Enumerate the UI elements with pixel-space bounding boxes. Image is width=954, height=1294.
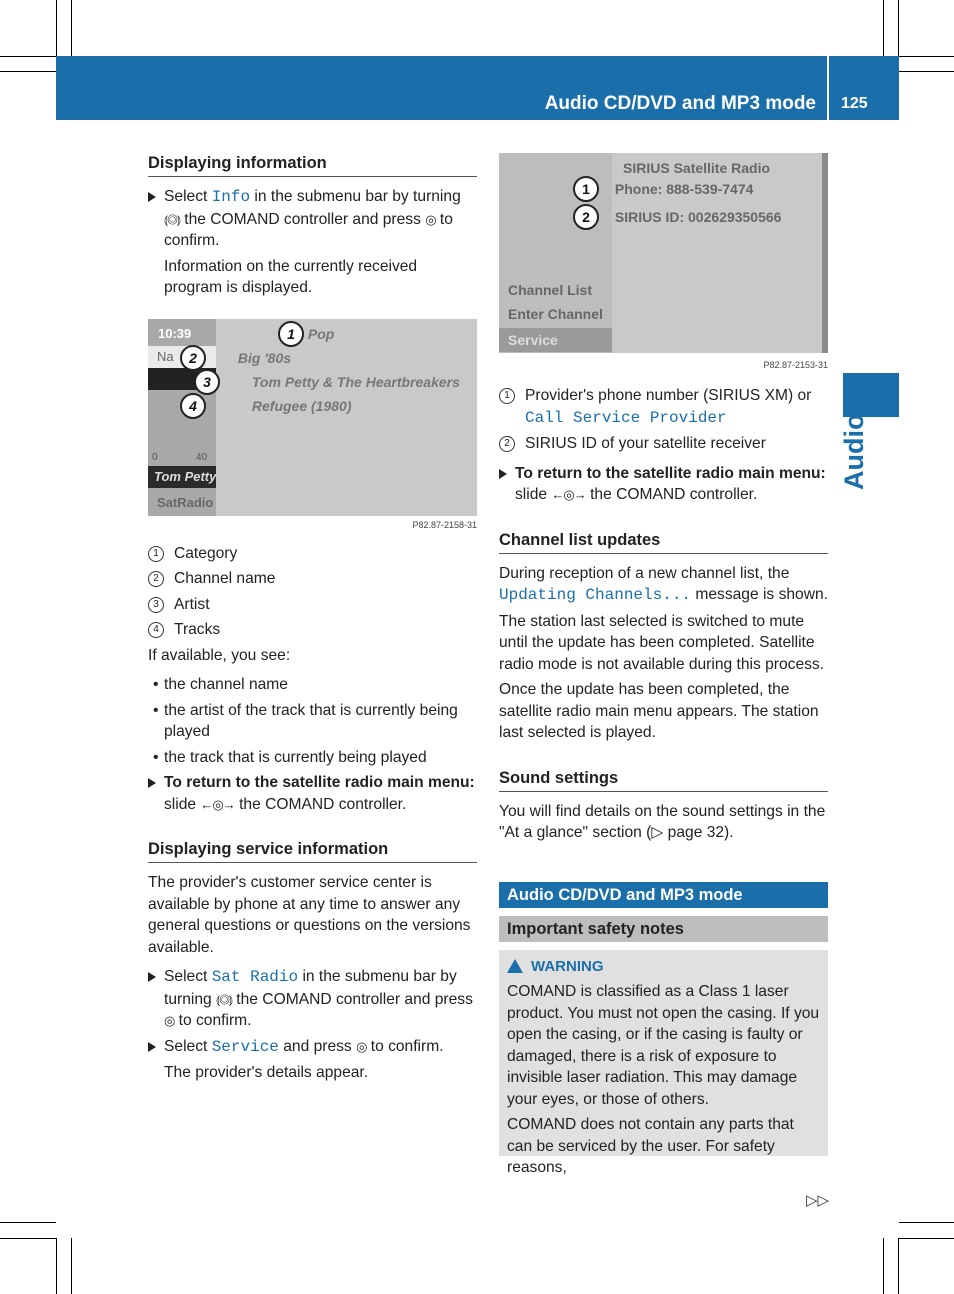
press-controller-icon: ◎ [164,1013,175,1028]
step-arrow-icon [499,469,507,479]
warning-text: COMAND is classified as a Class 1 laser product. You must not open the casing. If you open the casing, or if the casing is faulty or damaged, there is a risk of exposure to invisible laser radiation. This may damage your eyes, or those of others. [507,983,820,1108]
legend-item: 2 Channel name [148,568,477,590]
step-result: Information on the currently received program is displayed. [164,257,418,296]
press-controller-icon: ◎ [425,211,436,227]
message-updating-channels: Updating Channels... [499,586,692,604]
figure-ref: P82.87-2158-31 [412,519,477,530]
callout-3: 3 [194,369,220,395]
step-result: The provider's details appear. [164,1064,369,1081]
figure-row-track: 4 Refugee (1980) [180,393,351,419]
figure-side-sat: SatRadio [157,494,214,510]
menu-item-info: Info [211,188,251,206]
section-heading: Sound settings [499,768,828,792]
warning-icon [507,959,523,973]
left-column [148,153,477,1088]
warning-box [499,950,828,1176]
callout-4: 4 [180,393,206,419]
crop-mark [71,0,72,56]
subsection-banner: Important safety notes [499,916,828,942]
side-tab [843,373,899,417]
figure-side-na: Na [148,346,216,368]
figure-menu-enter-channel: Enter Channel [508,306,603,322]
crop-mark [899,56,954,57]
body-text: The station last selected is switched to mute until the update has been completed. Satellite radio mode is not available during this process. [499,612,825,673]
bullet-item: • the artist of the track that is currently being played [153,701,458,740]
bullet-item: • the track that is currently being played [153,748,427,766]
figure-row-phone: 1 Phone: 888-539-7474 [573,176,753,202]
figure-row-category: 1 Pop [278,321,334,347]
figure-row-id: 2 SIRIUS ID: 002629350566 [573,204,781,230]
figure-title: SIRIUS Satellite Radio [623,160,771,176]
figure-bottom [148,516,477,519]
figure-menu-service: Service [499,328,612,352]
instruction-step: Select Info in the submenu bar by turning ⦅◎⦆ the COMAND controller and press ◎ to confirm. [148,186,477,252]
page-header [56,56,899,120]
slide-controller-icon: ←◎→ [551,487,586,502]
step-arrow-icon [148,972,156,982]
crop-mark [0,1222,56,1223]
step-arrow-icon [148,192,156,202]
section-heading: Channel list updates [499,530,828,554]
header-divider [827,56,829,120]
header-title: Audio CD/DVD and MP3 mode [544,93,816,114]
menu-item-service: Service [211,1037,279,1056]
page-number: 125 [841,95,868,112]
section-heading: Displaying service information [148,839,477,863]
figure-ref: P82.87-2153-31 [763,360,828,370]
figure-time: 10:39 [158,325,192,341]
side-tab-label: Audio [839,413,869,490]
crop-mark [56,1238,57,1294]
figure-tick-40: 40 [196,451,208,463]
figure-row-artist: 3 Tom Petty & The Heartbreakers [194,369,460,395]
body-text: Once the update has been completed, the satellite radio main menu appears. The station last selected is played. [499,681,819,741]
callout-1: 1 [278,321,304,347]
screen-figure-info [148,319,477,519]
figure-tick-0: 0 [152,451,158,463]
menu-item-call-service: Call Service Provider [525,408,727,427]
crop-mark [899,1222,954,1223]
legend-item: 2 SIRIUS ID of your satellite receiver [499,433,828,455]
section-heading: Displaying information [148,153,477,177]
figure-menu-channel-list: Channel List [508,282,593,298]
body-text: During reception of a new channel list, the Updating Channels... message is shown. [499,564,828,604]
callout-2: 2 [180,345,206,371]
crop-mark [898,1238,899,1294]
instruction-step: To return to the satellite radio main menu: slide ←◎→ the COMAND controller. [499,463,828,506]
step-arrow-icon [148,778,156,788]
bullet-item: • the channel name [153,676,288,693]
instruction-step: To return to the satellite radio main menu: slide ←◎→ the COMAND controller. [148,772,477,815]
instruction-step: Select Sat Radio in the submenu bar by turning ⦅◎⦆ the COMAND controller and press ◎ to confirm. [148,966,477,1032]
turn-controller-icon: ⦅◎⦆ [216,991,232,1007]
screen-figure-service [499,153,828,353]
figure-row-channel: 2 Big '80s [180,345,291,371]
warning-text: COMAND does not contain any parts that can be serviced by the user. For safety reasons, [507,1116,794,1176]
crop-mark [71,1238,72,1294]
menu-item-sat-radio: Sat Radio [211,968,299,986]
slide-controller-icon: ←◎→ [200,796,235,812]
crop-mark [0,1238,56,1239]
step-arrow-icon [148,1042,156,1052]
legend-item: 1 Provider's phone number (SIRIUS XM) or Call Service Provider [499,385,828,429]
chapter-banner: Audio CD/DVD and MP3 mode [499,882,828,908]
crop-mark [899,71,954,72]
body-text: The provider's customer service center is available by phone at any time to answer any general questions or questions on the versions available. [148,874,471,956]
crop-mark [0,56,56,57]
callout-2: 2 [573,204,599,230]
warning-title: WARNING [507,956,820,978]
legend-item: 1 Category [148,543,477,565]
body-text: If available, you see: [148,646,291,664]
body-text: You will find details on the sound settings in the "At a glance" section (▷ page 32). [499,802,826,841]
turn-controller-icon: ⦅◎⦆ [164,211,180,227]
crop-mark [898,0,899,56]
legend-item: 3 Artist [148,594,477,616]
figure-side-tp: Tom Petty [148,466,216,488]
crop-mark [899,1238,954,1239]
figure-right-bar [822,153,828,353]
crop-mark [0,71,56,72]
crop-mark [883,1238,884,1294]
right-column [499,153,828,1176]
legend-item: 4 Tracks [148,619,477,641]
callout-1: 1 [573,176,599,202]
crop-mark [56,0,57,56]
instruction-step: Select Service and press ◎ to confirm. [148,1036,477,1059]
continue-icon: ▷▷ [806,1192,830,1209]
press-controller-icon: ◎ [356,1038,367,1054]
crop-mark [883,0,884,56]
